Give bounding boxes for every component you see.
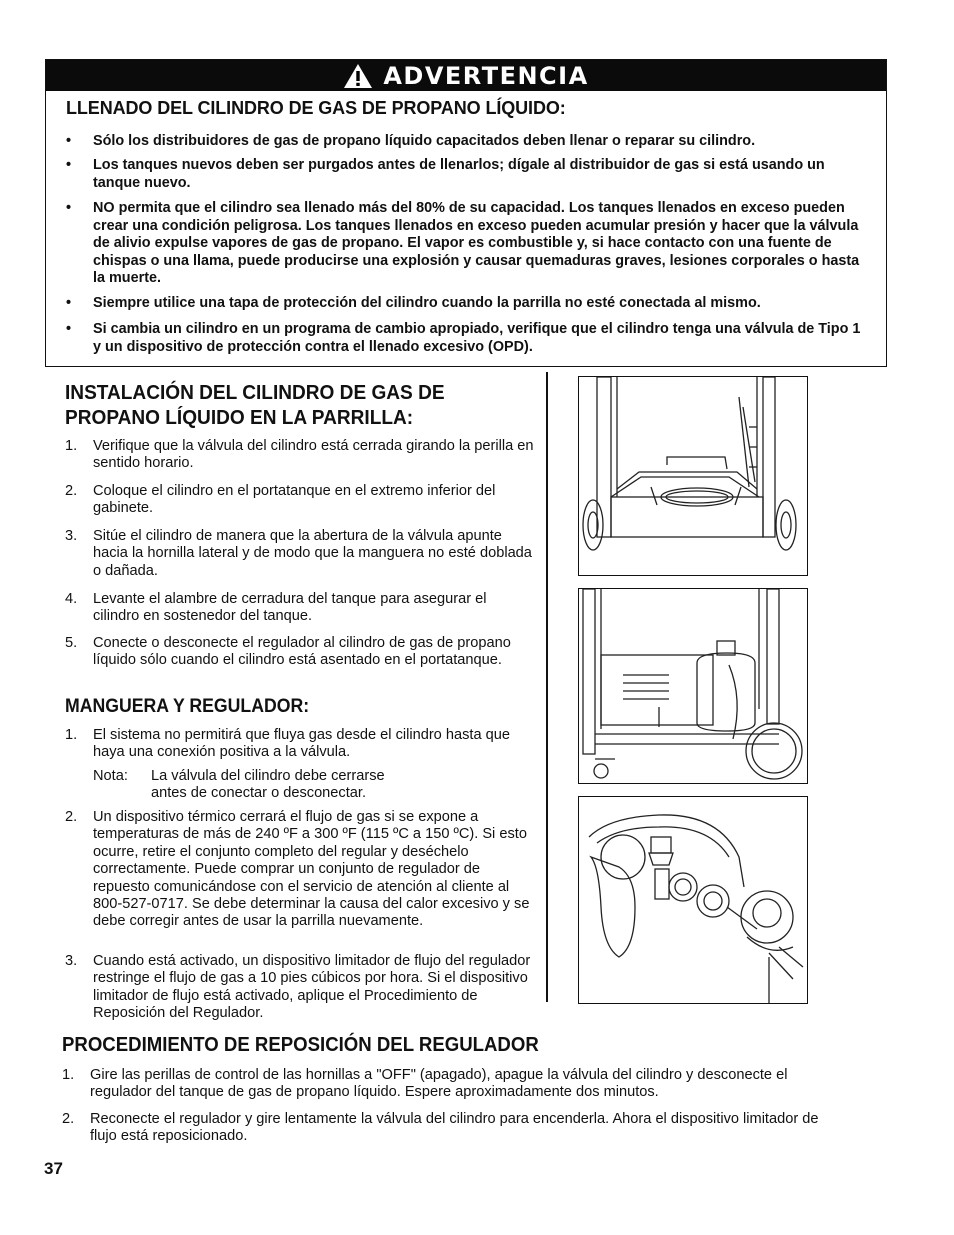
figure-cart-cylinder-holder [578, 376, 808, 576]
bullet-glyph: • [66, 200, 72, 216]
figure-cylinder-installed [578, 588, 808, 784]
reset-heading: PROCEDIMIENTO DE REPOSICIÓN DEL REGULADOR [62, 1034, 539, 1056]
installation-heading-line2: PROPANO LÍQUIDO EN LA PARRILLA: [65, 406, 414, 429]
step-number: 3. [65, 953, 78, 969]
bullet-glyph: • [66, 321, 72, 337]
warning-title: ADVERTENCIA [383, 61, 589, 90]
step-number: 1. [65, 727, 78, 743]
step-text: Verifique que la válvula del cilindro está cerrada girando la perilla en sentido horario. [93, 438, 534, 472]
page-number: 37 [44, 1159, 63, 1178]
step-text: Levante el alambre de cerradura del tanque para asegurar el cilindro en sostenedor del tanque. [93, 591, 487, 625]
regulator-connection-illustration [579, 797, 807, 1003]
step-text: Conecte o desconecte el regulador al cilindro de gas de propano líquido sólo cuando el cilindro está asentado en el portatanque. [93, 635, 511, 669]
column-divider [546, 372, 548, 1002]
warning-bullet-text: NO permita que el cilindro sea llenado más del 80% de su capacidad. Los tanques llenados en exceso pueden crear una condición peligrosa. Los tanques llenados en exceso pueden acumular presión y hacer que la válvula de alivio expulse vapores de gas de propano. El vapor es combustible y, si hace contacto con una fuente de chispas o una llama, puede producirse una explosión y causar quemaduras graves, lesiones corporales o hasta la muerte. [93, 200, 860, 286]
warning-triangle-icon [343, 63, 373, 89]
warning-bullet-text: Siempre utilice una tapa de protección del cilindro cuando la parrilla no esté conectada al mismo. [93, 295, 761, 311]
step-number: 2. [62, 1111, 75, 1127]
cart-holder-illustration [579, 377, 807, 575]
step-text: Un dispositivo térmico cerrará el flujo de gas si se expone a temperaturas de más de 240 ºF a 300 ºF (115 ºC a 150 ºC). Si esto ocurre, retire el conjunto completo del regular y deséchelo correctamente. Puede comprar un conjunto de regulador de repuesto comunicándose con el servicio de atención al cliente al 800-527-0717. Se debe determinar la causa del calor excesivo y se debe corregir antes de usar la parrilla nuevamente. [93, 809, 530, 930]
bullet-glyph: • [66, 133, 72, 149]
cylinder-installed-illustration [579, 589, 807, 783]
step-text: Gire las perillas de control de las hornillas a "OFF" (apagado), apague la válvula del cilindro y desconecte el regulador del tanque de gas de propano líquido. Espere aproximadamente dos minutos. [90, 1067, 788, 1101]
warning-header [46, 60, 886, 91]
step-number: 1. [65, 438, 78, 454]
warning-bullet-text: Sólo los distribuidores de gas de propano líquido capacitados deben llenar o reparar su cilindro. [93, 133, 756, 149]
installation-heading-line1: INSTALACIÓN DEL CILINDRO DE GAS DE [65, 381, 445, 404]
note-text: La válvula del cilindro debe cerrarse antes de conectar o desconectar. [151, 768, 385, 802]
step-text: Sitúe el cilindro de manera que la abertura de la válvula apunte hacia la hornilla lateral y de modo que la manguera no esté doblada o dañada. [93, 528, 532, 579]
step-number: 2. [65, 809, 78, 825]
step-number: 2. [65, 483, 78, 499]
note-label: Nota: [93, 768, 128, 784]
warning-subheading: LLENADO DEL CILINDRO DE GAS DE PROPANO LÍQUIDO: [66, 98, 566, 118]
warning-bullet-text: Los tanques nuevos deben ser purgados antes de llenarlos; dígale al distribuidor de gas si está usando un tanque nuevo. [93, 157, 825, 191]
step-number: 4. [65, 591, 78, 607]
step-text: El sistema no permitirá que fluya gas desde el cilindro hasta que haya una conexión positiva a la válvula. [93, 727, 510, 761]
bullet-glyph: • [66, 295, 72, 311]
step-text: Coloque el cilindro en el portatanque en el extremo inferior del gabinete. [93, 483, 496, 517]
step-text: Cuando está activado, un dispositivo limitador de flujo del regulador restringe el flujo de gas a 10 pies cúbicos por hora. Si el dispositivo limitador de flujo está activado, aplique el Procedimiento de Reposición del Regulador. [93, 953, 531, 1022]
step-number: 1. [62, 1067, 75, 1083]
hose-heading: MANGUERA Y REGULADOR: [65, 696, 310, 717]
warning-bullet-text: Si cambia un cilindro en un programa de cambio apropiado, verifique que el cilindro tenga una válvula de Tipo 1 y un dispositivo de protección contra el llenado excesivo (OPD). [93, 321, 861, 355]
figure-regulator-connection [578, 796, 808, 1004]
installation-heading [65, 380, 445, 430]
step-number: 3. [65, 528, 78, 544]
step-number: 5. [65, 635, 78, 651]
warning-box [45, 59, 887, 367]
bullet-glyph: • [66, 157, 72, 173]
step-text: Reconecte el regulador y gire lentamente la válvula del cilindro para encenderla. Ahora el dispositivo limitador de flujo está reposicionado. [90, 1111, 819, 1145]
